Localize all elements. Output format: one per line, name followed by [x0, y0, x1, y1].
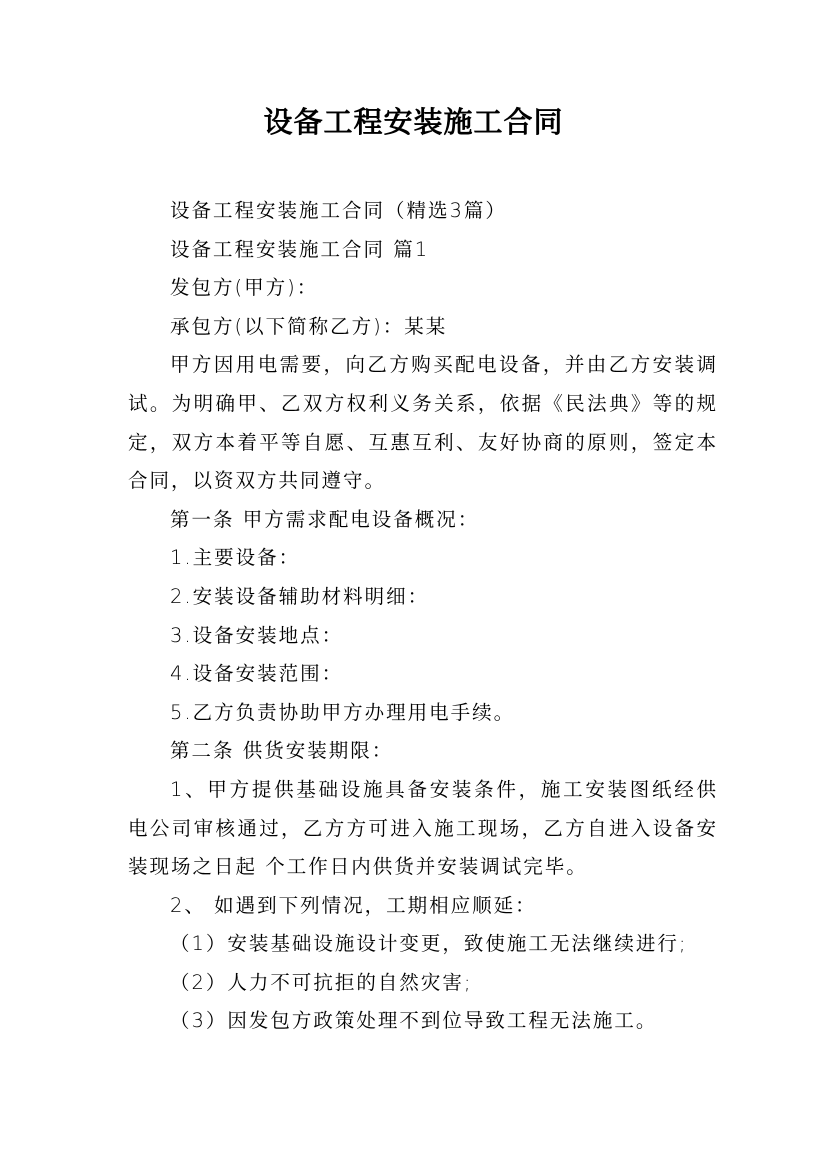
paragraph-item: 3.设备安装地点：: [170, 623, 344, 647]
paragraph-subtitle: 设备工程安装施工合同（精选3篇）: [170, 199, 507, 222]
paragraph-item: 2.安装设备辅助材料明细：: [170, 584, 430, 608]
paragraph-party-b: 承包方(以下简称乙方)：某某: [170, 314, 448, 338]
paragraph-item: 4.设备安装范围：: [170, 662, 344, 686]
paragraph-sub-clause: （2）人力不可抗拒的自然灾害;: [170, 970, 473, 994]
paragraph-clause: 1、甲方提供基础设施具备安装条件，施工安装图纸经供电公司审核通过，乙方方可进入施工现场，乙方自进入设备安装现场之日起 个工作日内供货并安装调试完毕。: [128, 777, 718, 879]
paragraph-sub-clause: （3）因发包方政策处理不到位导致工程无法施工。: [170, 1009, 658, 1033]
paragraph-article-2: 第二条 供货安装期限：: [170, 739, 394, 763]
paragraph-item: 1.主要设备：: [170, 546, 301, 570]
paragraph-item: 5.乙方负责协助甲方办理用电手续。: [170, 700, 516, 724]
document-body: [128, 192, 718, 1041]
paragraph-preamble: 甲方因用电需要，向乙方购买配电设备，并由乙方安装调试。为明确甲、乙双方权利义务关系，依据《民法典》等的规定，双方本着平等自愿、互惠互利、友好协商的原则，签定本合同，以资双方共同遵守。: [128, 353, 718, 493]
paragraph-section-heading: 设备工程安装施工合同 篇1: [170, 237, 430, 261]
document-title: 设备工程安装施工合同: [263, 105, 564, 139]
paragraph-article-1: 第一条 甲方需求配电设备概况：: [170, 507, 480, 531]
paragraph-party-a: 发包方(甲方)：: [170, 276, 319, 300]
paragraph-clause: 2、 如遇到下列情况，工期相应顺延：: [170, 893, 537, 917]
paragraph-sub-clause: （1）安装基础设施设计变更，致使施工无法继续进行;: [170, 932, 688, 956]
